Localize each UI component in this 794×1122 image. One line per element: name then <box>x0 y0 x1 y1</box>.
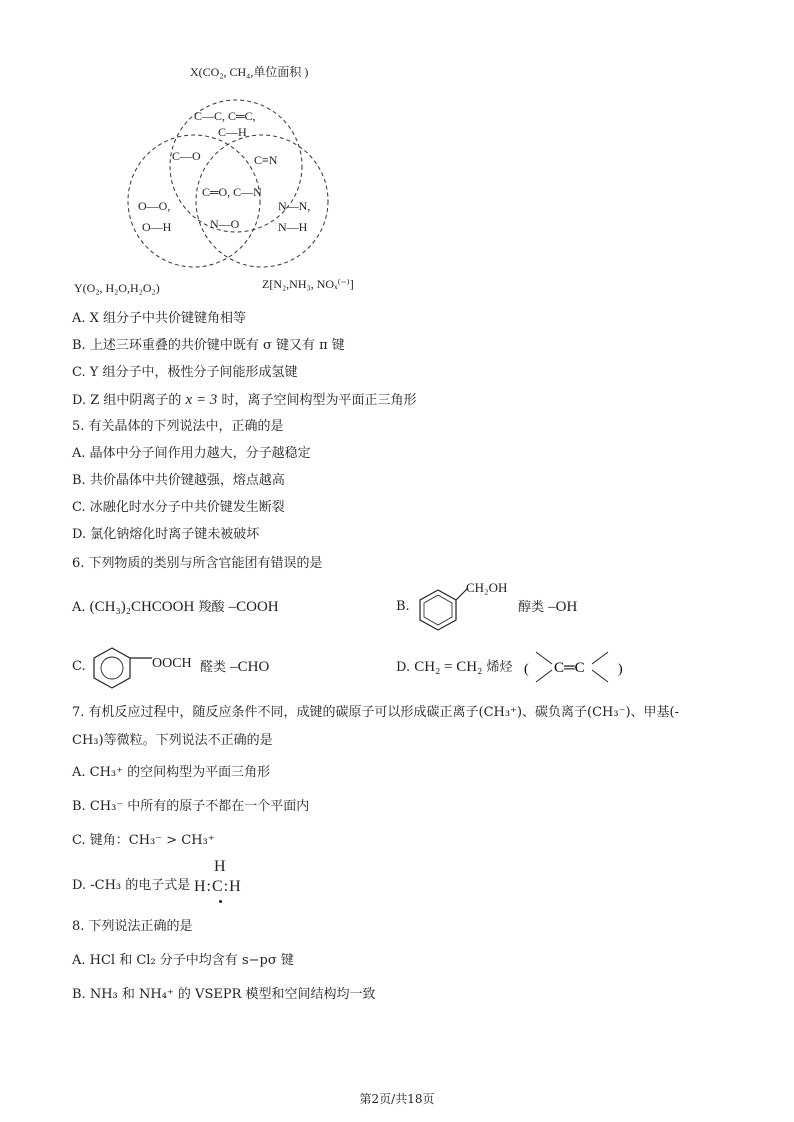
q4-option-d-pre: D. Z 组中阴离子的 <box>72 393 182 408</box>
q6-c-substituent: OOCH <box>152 656 192 671</box>
q6-option-a <box>72 598 279 617</box>
diagram-x-label: X(CO₂, CH₄,单位面积 ) <box>190 65 309 79</box>
y-only-bonds-2: O—H <box>142 220 172 234</box>
q6-option-d <box>396 658 512 677</box>
diagram-y-label: Y(O₂, H₂O,H₂O₂) <box>74 281 160 295</box>
xz-bond: C≡N <box>254 153 278 167</box>
q5-option-a: A. 晶体中分子间作用力越大，分子越稳定 <box>72 446 311 461</box>
q6-stem: 6. 下列物质的类别与所含官能团有错误的是 <box>72 556 323 571</box>
q7-option-d: D. -CH₃ 的电子式是 <box>72 878 191 893</box>
q6-c-class: 醛类 <box>200 660 227 675</box>
q6-d-class: 烯烃 <box>486 660 513 675</box>
alkene-structure <box>522 646 632 688</box>
q6-b-group: –OH <box>548 599 578 615</box>
z-only-bonds-1: N—N, <box>278 199 311 213</box>
q5-option-b: B. 共价晶体中共价键越强，熔点越高 <box>72 473 285 488</box>
x-only-bonds-1: C—C, C═C, <box>194 109 256 123</box>
xy-bond: C—O <box>172 149 201 163</box>
q8-option-b: B. NH₃ 和 NH₄⁺ 的 VSEPR 模型和空间结构均一致 <box>72 987 376 1002</box>
q6-b-class: 醇类 <box>518 600 545 615</box>
q7-option-b: B. CH₃⁻ 中所有的原子不都在一个平面内 <box>72 799 310 814</box>
q5-stem: 5. 有关晶体的下列说法中，正确的是 <box>72 419 284 434</box>
benzene-ring-c <box>88 640 158 696</box>
q6-d-formula: CH₂ = CH₂ <box>414 659 483 675</box>
q6-b-substituent: CH₂OH <box>466 580 508 595</box>
q6-a-formula: (CH₃)₂CHCOOH <box>89 599 195 615</box>
q6-option-c-label: C. <box>72 659 86 674</box>
q7-option-c: C. 键角：CH₃⁻ > CH₃⁺ <box>72 833 215 848</box>
q8-option-a: A. HCl 和 Cl₂ 分子中均含有 s−pσ 键 <box>72 953 294 968</box>
z-only-bonds-2: N—H <box>278 220 308 234</box>
q4-option-d <box>72 391 416 410</box>
q4-option-b: B. 上述三环重叠的共价键中既有 σ 键又有 π 键 <box>72 338 345 353</box>
q4-option-c: C. Y 组分子中，极性分子间能形成氢键 <box>72 365 298 380</box>
q4-option-d-math: x = 3 <box>185 392 218 408</box>
q6-a-label: A. <box>72 600 86 615</box>
svg-text:(: ( <box>524 662 529 677</box>
x-only-bonds-2: C—H <box>218 125 247 139</box>
page-footer: 第2页/共18页 <box>359 1092 435 1106</box>
venn-bond-diagram <box>72 56 412 306</box>
q7-stem-2: CH₃)等微粒。下列说法不正确的是 <box>72 733 273 748</box>
q4-option-d-post: 时，离子空间构型为平面正三角形 <box>221 393 417 408</box>
q6-d-label: D. <box>396 660 411 675</box>
q5-option-c: C. 冰融化时水分子中共价键发生断裂 <box>72 500 285 515</box>
methyl-electron-top: H <box>214 858 226 875</box>
q7-option-a: A. CH₃⁺ 的空间构型为平面三角形 <box>72 765 271 780</box>
q4-option-a: A. X 组分子中共价键键角相等 <box>72 311 247 326</box>
q8-stem: 8. 下列说法正确的是 <box>72 919 193 934</box>
q6-a-class: 羧酸 <box>198 600 225 615</box>
y-only-bonds-1: O—O, <box>138 199 171 213</box>
q6-c-group: –CHO <box>230 659 270 675</box>
q5-option-d: D. 氯化钠熔化时离子键未被破坏 <box>72 527 260 542</box>
q6-c-class-group <box>200 658 269 677</box>
methyl-electron-formula: H:C:H <box>194 878 242 895</box>
alkene-group: C═C <box>554 660 585 676</box>
yz-bond: N—O <box>210 217 240 231</box>
svg-text:): ) <box>618 662 623 677</box>
xyz-bonds: C═O, C—N <box>202 185 262 199</box>
q7-stem-1: 7. 有机反应过程中，随反应条件不同，成键的碳原子可以形成碳正离子(CH₃⁺)、碳负离子(CH₃⁻)、甲基(- <box>72 705 680 720</box>
q6-b-class-group <box>518 598 577 617</box>
q6-option-b-label: B. <box>396 599 410 614</box>
diagram-z-label: Z[N₂,NH₃, NOₓ⁽⁻⁾] <box>262 277 354 291</box>
methyl-lone-electron <box>219 900 222 903</box>
q6-a-group: –COOH <box>228 599 279 615</box>
